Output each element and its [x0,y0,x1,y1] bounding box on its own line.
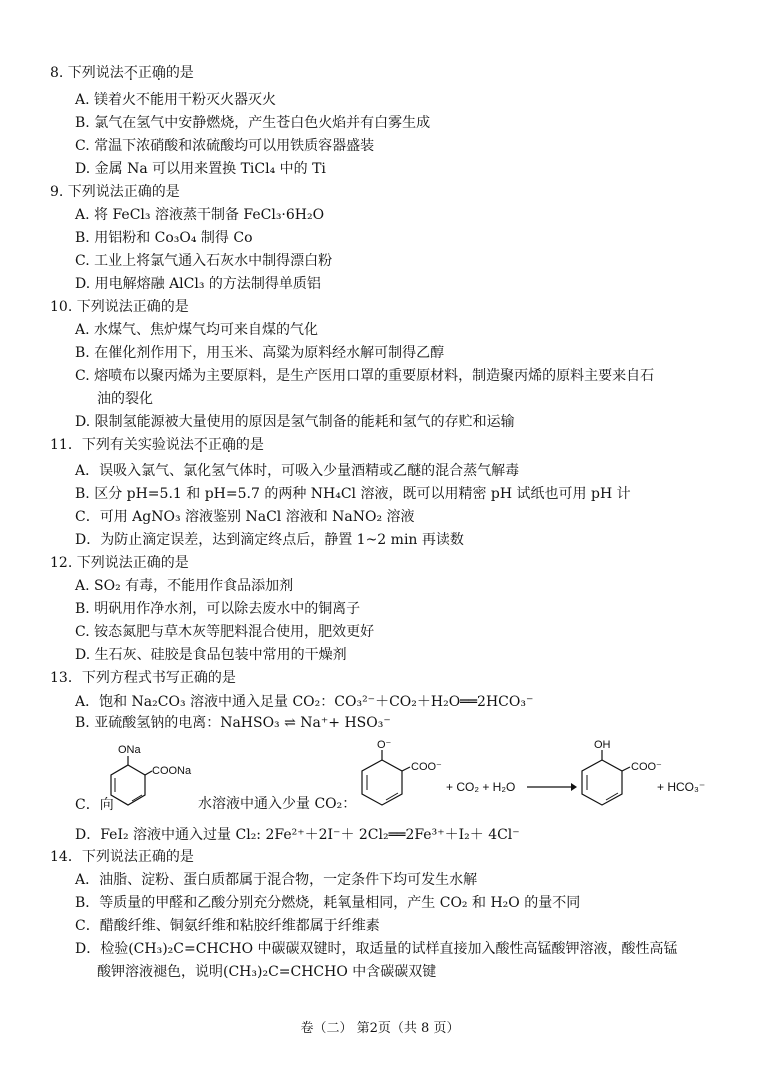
coo-minus-label-2: COO⁻ [631,761,662,773]
question-12-stem: 12. 下列说法正确的是 [50,555,189,571]
question-10-option-c: C. 熔喷布以聚丙烯为主要原料，是生产医用口罩的重要原材料，制造聚丙烯的原料主要来自石 [75,368,655,384]
ona-label: ONa [118,744,141,756]
question-14-option-c: C．醋酸纤维、铜氨纤维和粘胶纤维都属于纤维素 [75,918,380,934]
question-9-option-d: D. 用电解熔融 AlCl₃ 的方法制得单质铝 [75,276,321,292]
question-11-option-a: A．误吸入氯气、氯化氢气体时，可吸入少量酒精或乙醚的混合蒸气解毒 [75,463,520,479]
page-footer: 卷（二） 第2页（共 8 页） [300,1021,460,1036]
question-13-option-a: A．饱和 Na₂CO₃ 溶液中通入足量 CO₂：CO₃²⁻＋CO₂＋H₂O══2HCO₃⁻ [75,694,534,710]
question-13-option-c-label: C．向 [75,797,114,813]
coona-label: COONa [152,765,192,777]
question-13-option-b: B. 亚硫酸氢钠的电离：NaHSO₃ ⇌ Na⁺+ HSO₃⁻ [75,715,391,731]
question-14-option-a: A．油脂、淀粉、蛋白质都属于混合物，一定条件下均可发生水解 [75,872,478,888]
question-12-option-d: D. 生石灰、硅胶是食品包装中常用的干燥剂 [75,647,347,663]
question-10-option-b: B. 在催化剂作用下，用玉米、高粱为原料经水解可制得乙醇 [75,345,445,361]
question-12-option-b: B. 明矾用作净水剂，可以除去废水中的铜离子 [75,601,361,617]
o-minus-label: O⁻ [377,739,392,751]
plus-hco3: + HCO₃⁻ [657,780,706,794]
question-9-option-a: A. 将 FeCl₃ 溶液蒸干制备 FeCl₃·6H₂O [75,207,325,223]
question-9-option-c: C. 工业上将氯气通入石灰水中制得漂白粉 [75,253,333,269]
question-11-option-d: D．为防止滴定误差，达到滴定终点后，静置 1~2 min 再读数 [75,532,464,548]
question-13-stem: 13．下列方程式书写正确的是 [50,670,236,686]
question-10-option-d: D. 限制氢能源被大量使用的原因是氢气制备的能耗和氢气的存贮和运输 [75,414,515,430]
question-11-option-b: B. 区分 pH=5.1 和 pH=5.7 的两种 NH₄Cl 溶液，既可以用精密 pH 试纸也可用 pH 计 [75,486,631,502]
salicylate-structure [570,738,670,808]
question-10-option-a: A. 水煤气、焦炉煤气均可来自煤的气化 [75,322,319,338]
question-14-option-d: D．检验(CH₃)₂C=CHCHO 中碳碳双键时，取适量的试样直接加入酸性高锰酸钾溶液，酸性高锰 [75,941,678,957]
question-10-option-c-cont: 油的裂化 [97,391,153,407]
question-10-stem: 10. 下列说法正确的是 [50,299,189,315]
question-13-option-d: D．FeI₂ 溶液中通入过量 Cl₂: 2Fe²⁺＋2I⁻＋ 2Cl₂══2Fe³⁺＋I₂＋ 4Cl⁻ [75,827,520,843]
question-8-option-d: D. 金属 Na 可以用来置换 TiCl₄ 中的 Ti [75,161,326,177]
question-11-stem: 11．下列有关实验说法不正确的是 [50,437,264,453]
question-12-option-a: A. SO₂ 有毒，不能用作食品添加剂 [75,578,294,594]
question-8-option-a: A. 镁着火不能用干粉灭火器灭火 [75,92,277,108]
question-14-option-d-cont: 酸钾溶液褪色，说明(CH₃)₂C=CHCHO 中含碳碳双键 [97,964,437,980]
coo-minus-label-1: COO⁻ [411,761,442,773]
question-11-option-c: C．可用 AgNO₃ 溶液鉴别 NaCl 溶液和 NaNO₂ 溶液 [75,509,415,525]
question-12-option-c: C. 铵态氮肥与草木灰等肥料混合使用，肥效更好 [75,624,375,640]
phenolate-carboxylate-structure [350,738,450,808]
plus-co2-h2o: + CO₂ + H₂O [446,780,516,794]
question-8-option-c: C. 常温下浓硝酸和浓硫酸均可以用铁质容器盛装 [75,138,375,154]
question-14-stem: 14．下列说法正确的是 [50,849,194,865]
disodium-salicylate-structure [100,745,210,815]
question-13-option-c-text: 水溶液中通入少量 CO₂： [198,796,357,812]
question-9-stem: 9. 下列说法正确的是 [50,184,180,200]
oh-label: OH [594,739,611,751]
question-8-stem: 8. 下列说法不正确的是 [50,65,194,81]
question-14-option-b: B．等质量的甲醛和乙酸分别充分燃烧，耗氧量相同，产生 CO₂ 和 H₂O 的量不同 [75,895,581,911]
question-9-option-b: B. 用铝粉和 Co₃O₄ 制得 Co [75,230,253,246]
question-8-option-b: B. 氯气在氢气中安静燃烧，产生苍白色火焰并有白雾生成 [75,115,431,131]
